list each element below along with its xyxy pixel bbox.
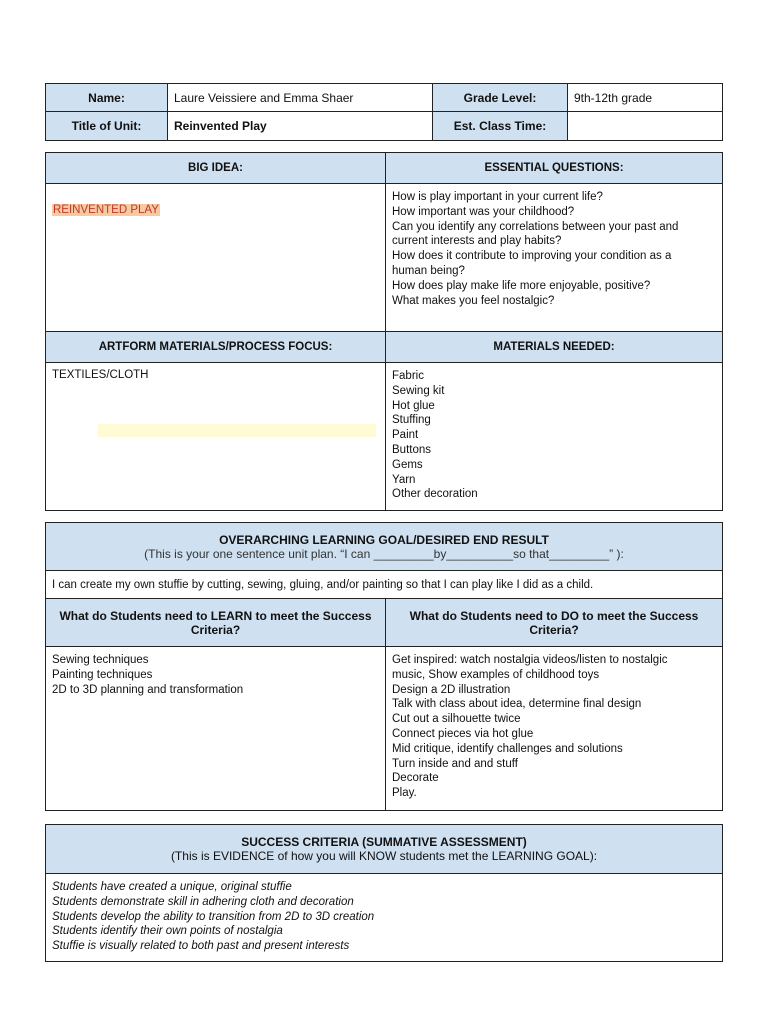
name-value: Laure Veissiere and Emma Shaer [168,84,433,112]
material-item: Fabric [392,370,424,382]
do-item: Connect pieces via hot glue [392,727,534,740]
success-item: Students identify their own points of nostalgia [52,925,283,938]
essential-questions-header: ESSENTIAL QUESTIONS: [386,153,723,184]
artform-header: ARTFORM MATERIALS/PROCESS FOCUS: [46,332,386,363]
material-item: Stuffing [392,414,431,427]
big-idea-table [45,152,723,511]
do-item: Turn inside and and stuff [392,757,518,770]
highlight-mark [98,424,376,437]
do-item: Play. [392,787,417,800]
materials-header: MATERIALS NEEDED: [386,332,723,363]
question-line: What makes you feel nostalgic? [392,294,555,307]
material-item: Buttons [392,443,431,456]
learn-list [46,647,386,811]
material-item: Paint [392,429,419,442]
artform-value: TEXTILES/CLOTH [52,369,149,381]
success-header-cell [46,825,723,874]
grade-level-label: Grade Level: [433,84,568,112]
do-header: What do Students need to DO to meet the Success Criteria? [386,599,723,647]
success-list [46,874,723,962]
unit-title-label: Title of Unit: [46,112,168,141]
success-item: Stuffie is visually related to both past and present interests [52,940,350,953]
learning-goal-subheader: (This is your one sentence unit plan. “I can _________by__________so that_________” ): [144,546,624,561]
artform-cell [46,363,386,511]
material-item: Hot glue [392,399,435,412]
success-header: SUCCESS CRITERIA (SUMMATIVE ASSESSMENT) [241,835,527,849]
do-item: Get inspired: watch nostalgia videos/listen to nostalgic [392,654,668,666]
question-line: How does it contribute to improving your condition as a [392,250,672,263]
material-item: Yarn [392,473,416,486]
question-line: Can you identify any correlations between your past and [392,220,679,233]
do-item: Decorate [392,772,439,785]
learning-goal-header: OVERARCHING LEARNING GOAL/DESIRED END RESULT [219,532,549,547]
name-label: Name: [46,84,168,112]
success-criteria-table [45,824,723,962]
class-time-label: Est. Class Time: [433,112,568,141]
success-item: Students develop the ability to transition from 2D to 3D creation [52,910,375,923]
learn-item: Painting techniques [52,668,153,681]
learning-goal-header-cell [46,523,723,571]
learn-item: Sewing techniques [52,654,149,666]
question-line: human being? [392,264,465,277]
learn-item: 2D to 3D planning and transformation [52,683,244,696]
question-line: current interests and play habits? [392,235,562,248]
learn-header: What do Students need to LEARN to meet the Success Criteria? [46,599,386,647]
grade-level-value: 9th-12th grade [568,84,723,112]
big-idea-header: BIG IDEA: [46,153,386,184]
learning-goal-statement: I can create my own stuffie by cutting, sewing, gluing, and/or painting so that I can play like I did as a child. [46,571,723,599]
materials-list [386,363,723,511]
do-item: music, Show examples of childhood toys [392,668,600,681]
do-item: Cut out a silhouette twice [392,713,521,726]
do-item: Mid critique, identify challenges and solutions [392,742,623,755]
do-item: Design a 2D illustration [392,683,511,696]
question-line: How does play make life more enjoyable, positive? [392,279,651,292]
material-item: Other decoration [392,488,478,501]
class-time-value [568,112,723,141]
learning-goal-table [45,522,723,811]
unit-info-table [45,83,723,141]
question-line: How important was your childhood? [392,205,575,218]
big-idea-cell [46,184,386,332]
big-idea-value: REINVENTED PLAY [53,204,159,216]
success-subheader: (This is EVIDENCE of how you will KNOW students met the LEARNING GOAL): [170,849,598,863]
question-line: How is play important in your current life? [392,191,603,203]
material-item: Sewing kit [392,384,445,397]
do-item: Talk with class about idea, determine final design [392,698,642,711]
unit-title-value: Reinvented Play [168,112,433,141]
success-item: Students have created a unique, original stuffie [52,881,292,893]
material-item: Gems [392,458,423,471]
success-item: Students demonstrate skill in adhering cloth and decoration [52,895,354,908]
do-list [386,647,723,811]
essential-questions-list [386,184,723,332]
